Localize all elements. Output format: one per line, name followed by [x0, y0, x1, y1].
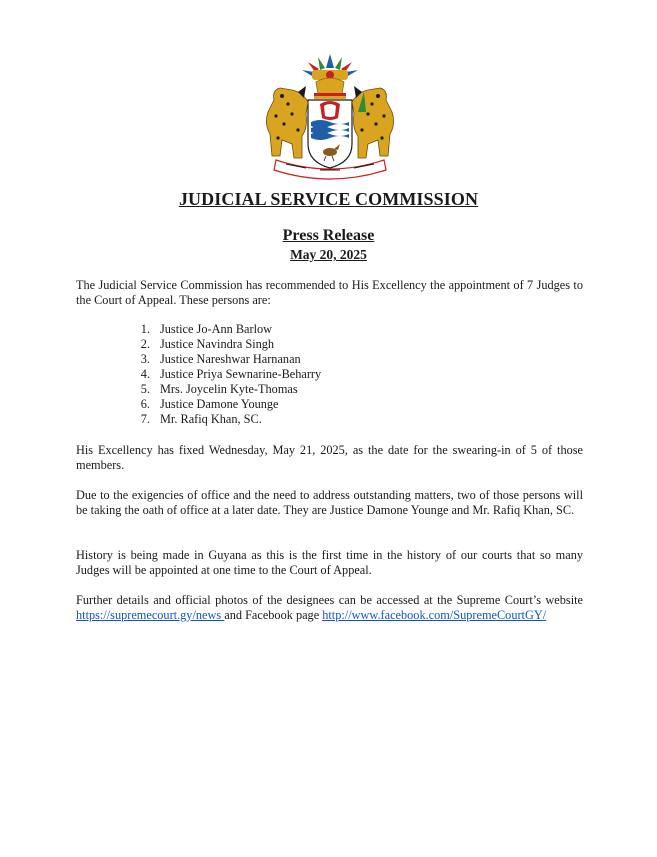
appointee-name: Mrs. Joycelin Kyte-Thomas	[160, 382, 298, 396]
release-date: May 20, 2025	[290, 247, 367, 262]
page-title: JUDICIAL SERVICE COMMISSION	[178, 189, 479, 209]
appointee-number: 6.	[140, 397, 150, 411]
appointee-item	[76, 412, 321, 427]
appointee-item	[76, 322, 321, 337]
appointee-number: 7.	[140, 412, 150, 426]
history-paragraph: History is being made in Guyana as this is the first time in the history of our courts that so many Judges will be appointed at one time to the Court of Appeal.	[76, 548, 583, 577]
appointee-item	[76, 367, 321, 382]
appointee-item	[76, 352, 321, 367]
left-jaguar	[266, 86, 308, 158]
appointee-name: Justice Nareshwar Harnanan	[160, 352, 301, 366]
appointee-list	[76, 322, 321, 427]
appointee-name: Justice Navindra Singh	[160, 337, 275, 351]
intro-paragraph: The Judicial Service Commission has recommended to His Excellency the appointment of 7 Judges to the Court of Appeal. These persons are:	[76, 278, 583, 307]
headdress-plumes	[302, 54, 358, 80]
appointee-number: 5.	[140, 382, 150, 396]
appointee-name: Justice Jo-Ann Barlow	[160, 322, 273, 336]
appointee-number: 3.	[140, 352, 150, 366]
appointee-name: Justice Priya Sewnarine-Beharry	[160, 367, 322, 381]
appointee-number: 1.	[140, 322, 150, 336]
guyana-coat-of-arms-icon	[262, 52, 398, 180]
appointee-item	[76, 397, 321, 412]
appointee-item	[76, 382, 321, 397]
right-jaguar	[352, 86, 394, 158]
appointee-number: 4.	[140, 367, 150, 381]
exigencies-paragraph: Due to the exigencies of office and the need to address outstanding matters, two of those persons will be taking the oath of office at a later date. They are Justice Damone Younge and Mr. Rafiq Khan, SC.	[76, 488, 583, 517]
press-release-heading: Press Release	[282, 227, 375, 244]
facebook-page-link[interactable]: http://www.facebook.com/SupremeCourtGY/	[322, 608, 547, 622]
supreme-court-website-link[interactable]: https://supremecourt.gy/news	[76, 608, 225, 622]
appointee-name: Justice Damone Younge	[160, 397, 279, 411]
shield	[308, 100, 352, 168]
appointee-name: Mr. Rafiq Khan, SC.	[160, 412, 262, 426]
appointee-item	[76, 337, 321, 352]
further-details-paragraph	[76, 593, 583, 623]
further-details-text: Further details and official photos of the designees can be accessed at the Supreme Court’s website	[76, 593, 583, 607]
swearing-in-paragraph: His Excellency has fixed Wednesday, May 21, 2025, as the date for the swearing-in of 5 of those members.	[76, 443, 583, 472]
facebook-page-text: and Facebook page	[224, 608, 323, 622]
appointee-number: 2.	[140, 337, 150, 351]
